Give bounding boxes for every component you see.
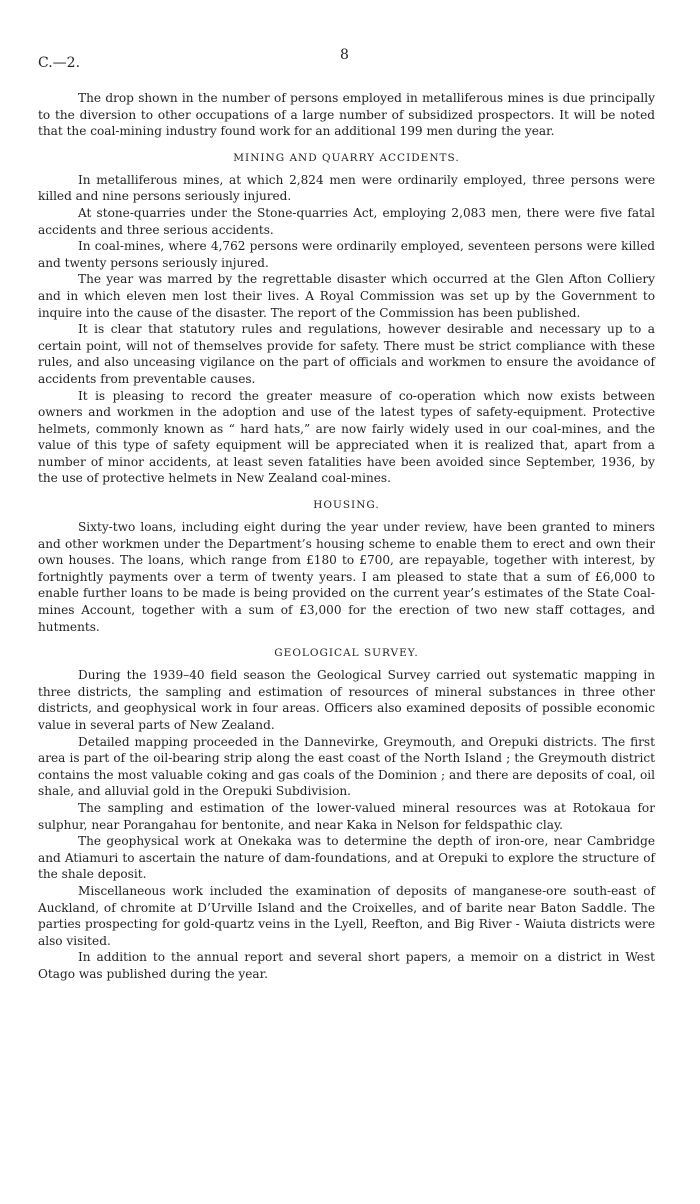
paragraph: In coal-mines, where 4,762 persons were ordinarily employed, seventeen persons were killed and twenty persons seriously injured.	[38, 239, 655, 270]
paragraph: At stone-quarries under the Stone-quarries Act, employing 2,083 men, there were five fatal accidents and three serious accidents.	[38, 205, 655, 237]
page-reference: C.—2.	[38, 55, 81, 71]
paragraph: The sampling and estimation of the lower-valued mineral resources was at Rotokaua for sulphur, near Porangahau for bentonite, and near Kaka in Nelson for feldspathic clay.	[38, 800, 655, 832]
paragraph: In metalliferous mines, at which 2,824 men were ordinarily employed, three persons were killed and nine persons seriously injured.	[38, 172, 655, 204]
running-head	[38, 0, 655, 71]
page-content	[38, 90, 655, 983]
paragraph: In addition to the annual report and several short papers, a memoir on a district in West Otago was published during the year.	[38, 950, 655, 981]
section-heading-housing: HOUSING.	[313, 499, 380, 512]
page-number: 8	[340, 47, 349, 63]
paragraph: During the 1939–40 field season the Geological Survey carried out systematic mapping in three districts, the sampling and estimation of resources of mineral substances in three other districts, and geophysical work in four areas. Officers also examined deposits of possible economic value in several parts of New Zealand.	[38, 668, 655, 732]
paragraph: Miscellaneous work included the examination of deposits of manganese-ore south-east of Auckland, of chromite at D’Urville Island and the Croixelles, and of barite near Baton Saddle. The parties prospecting for gold-quartz veins in the Lyell, Reefton, and Big River - Waiuta districts were also visited.	[38, 883, 655, 948]
intro-paragraph: The drop shown in the number of persons employed in metalliferous mines is due principally to the diversion to other occupations of a large number of subsidized prospectors. It will be noted that the coal-mining industry found work for an additional 199 men during the year.	[38, 91, 655, 139]
section-heading-geological-survey: GEOLOGICAL SURVEY.	[274, 647, 419, 660]
paragraph: It is pleasing to record the greater measure of co-operation which now exists between owners and workmen in the adoption and use of the latest types of safety-equipment. Protective helmets, commonly known as “ hard hats,” are now fairly widely used in our coal-mines, and the value of this type of safety equipment will be appreciated when it is realized that, apart from a number of minor accidents, at least seven fatalities have been avoided since September, 1936, by the use of protective helmets in New Zealand coal-mines.	[38, 388, 655, 486]
section-heading-accidents: MINING AND QUARRY ACCIDENTS.	[233, 151, 460, 164]
paragraph: It is clear that statutory rules and regulations, however desirable and necessary up to a certain point, will not of themselves provide for safety. There must be strict compliance with these rules, and also unceasing vigilance on the part of officials and workmen to ensure the avoidance of accidents from preventable causes.	[38, 322, 655, 386]
paragraph: Detailed mapping proceeded in the Dannevirke, Greymouth, and Orepuki districts. The first area is part of the oil-bearing strip along the east coast of the North Island ; the Greymouth district contains the most valuable coking and gas coals of the Dominion ; and there are deposits of coal, oil shale, and alluvial gold in the Orepuki Subdivision.	[38, 734, 655, 799]
paragraph: The geophysical work at Onekaka was to determine the depth of iron-ore, near Cambridge and Atiamuri to ascertain the nature of dam-foundations, and at Orepuki to explore the structure of the shale deposit.	[38, 834, 655, 882]
paragraph: The year was marred by the regrettable disaster which occurred at the Glen Afton Colliery and in which eleven men lost their lives. A Royal Commission was set up by the Government to inquire into the cause of the disaster. The report of the Commission has been published.	[38, 272, 655, 320]
paragraph: Sixty-two loans, including eight during the year under review, have been granted to miners and other workmen under the Department’s housing scheme to enable them to erect and own their own houses. The loans, which range from £180 to £700, are repayable, together with interest, by fortnightly payments over a term of twenty years. I am pleased to state that a sum of £6,000 to enable further loans to be made is being provided on the current year’s estimates of the State Coal-mines Account, together with a sum of £3,000 for the erection of two new staff cottages, and hutments.	[38, 520, 655, 634]
